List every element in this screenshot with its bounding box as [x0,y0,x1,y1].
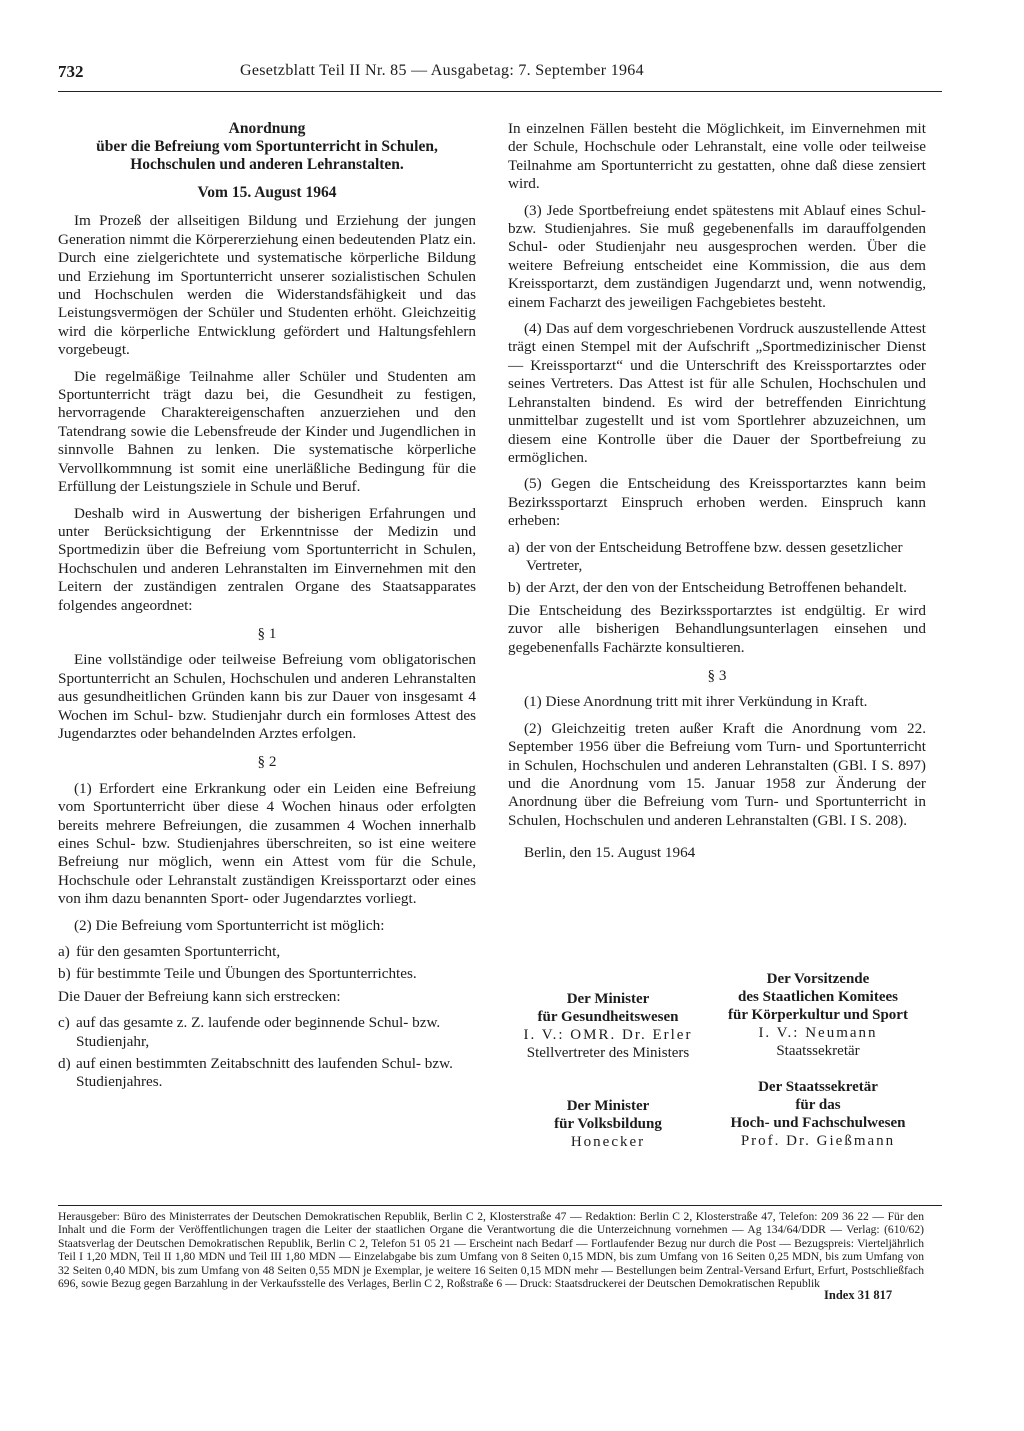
appeal-list [508,539,926,598]
page-number: 732 [58,62,84,81]
section-2-mark: § 2 [257,753,277,771]
signature-education-minister [508,1097,708,1151]
list-item [58,1014,476,1051]
section-2-paragraph-3: Die Dauer der Befreiung kann sich erstrecken: [58,987,341,1005]
signature-role: Der Minister [566,991,650,1007]
section-2-paragraph-6: (5) Gegen die Entscheidung des Kreissportarztes kann beim Bezirkssportarzt Einspruch erhoben werden. Einspruch kann erheben: [508,475,926,530]
list-item [508,539,926,576]
ordinance-title-line2: Hochschulen und anderen Lehranstalten. [130,156,404,173]
signature-role: für Gesundheitswesen [537,1009,679,1025]
ordinance-title-line1: über die Befreiung vom Sportunterricht in Schulen, [96,138,438,155]
signature-title: Staatssekretär [776,1043,860,1059]
signature-role: Hoch- und Fachschulwesen [730,1115,906,1131]
list-label: a) [58,943,70,961]
signature-role: für Körperkultur und Sport [728,1007,908,1023]
signature-role: Der Staatssekretär [758,1079,878,1095]
list-item [58,1055,476,1092]
list-label: d) [58,1055,71,1073]
imprint-text: Herausgeber: Büro des Ministerrates der Deutschen Demokratischen Republik, Berlin C 2, Klosterstraße 47 — Redaktion: Berlin C 2, Klosterstraße 47, Telefon: 209 36 22 — Für den Inhalt und die Form der Veröffentlichungen tragen die Leiter der staatlichen Organe die Verantwortung die die Unterzeichnung vornehmen — Ag 134/64/DDR — Verlag: (610/62) Staatsverlag der Deutschen Demokratischen Republik, Berlin C 2, Telefon 51 05 21 — Erscheint nach Bedarf — Fortlaufender Bezug nur durch die Post — Bezugspreis: Vierteljährlich Teil I 1,20 MDN, Teil II 1,80 MDN und Teil III 1,80 MDN — Einzelabgabe bis zum Umfang von 8 Seiten 0,15 MDN, bis zum Umfang von 16 Seiten 0,25 MDN, bis zum Umfang von 32 Seiten 0,40 MDN, bis zum Umfang von 48 Seiten 0,55 MDN je Exemplar, je weitere 16 Seiten 0,15 MDN mehr — Bestellungen beim Zentral-Versand Erfurt, Erfurt, Postschließfach 696, sowie Bezug gegen Barzahlung in der Verkaufsstelle des Verlages, Berlin C 2, Roßstraße 6 — Druck: Staatsdruckerei der Deutschen Demokratischen Republik [58,1210,924,1291]
ordinance-date: Vom 15. August 1964 [197,184,337,201]
signature-name: Honecker [570,1134,646,1150]
right-column [508,120,926,863]
list-item [58,965,476,983]
section-2-paragraph-2: (2) Die Befreiung vom Sportunterricht ist möglich: [74,916,385,934]
intro-paragraph-2: Die regelmäßige Teilnahme aller Schüler und Studenten am Sportunterricht trägt dazu bei, die Gesundheit zu festigen, hervorragende Charaktereigenschaften anzuerziehen und den Tatendrang sowie die Lebensfreude der Kinder und Jugendlichen in sinnvolle Bahnen zu lenken. Die systematische körperliche Vervollkommnung ist somit eine unerläßliche Bedingung für die Erfüllung der Leistungsziele in Schule und Beruf. [58,367,476,496]
signature-name: I. V.: OMR. Dr. Erler [523,1027,693,1043]
signature-health-minister [508,990,708,1062]
list-label: b) [508,579,521,597]
signature-role: für das [795,1097,841,1113]
list-text: der Arzt, der den von der Entscheidung Betroffenen behandelt. [526,579,907,597]
signature-name: I. V.: Neumann [758,1025,878,1041]
signature-title: Stellvertreter des Ministers [526,1045,690,1061]
right-paragraph-1: In einzelnen Fällen besteht die Möglichkeit, im Einvernehmen mit der Schule, Hochschule oder Lehranstalt, eine volle oder teilweise Teilnahme am Sportunterricht zu gestatten, ohne daß diese zensiert wird. [508,120,926,193]
ordinance-title [58,120,476,174]
section-2-paragraph-4: (3) Jede Sportbefreiung endet spätestens mit Ablauf eines Schul- bzw. Studienjahres. Sie muß gegebenenfalls im darauffolgenden Schul- oder Studienjahr neu ausgesprochen werden. Über die weitere Befreiung entscheidet eine Kommission, die aus dem Kreissportarzt, dem zuständigen Jugendarzt und, wenn notwendig, einem Facharzt des jeweiligen Fachgebietes besteht. [508,201,926,311]
list-text: für bestimmte Teile und Übungen des Sportunterrichtes. [76,965,417,983]
signature-role: Der Vorsitzende [766,971,870,987]
exemption-scope-list [58,943,476,984]
signature-higher-education [708,1078,928,1150]
signature-role: des Staatlichen Komitees [738,989,898,1005]
list-text: der von der Entscheidung Betroffene bzw. dessen gesetzlicher Vertreter, [526,538,903,574]
section-3-paragraph-2: (2) Gleichzeitig treten außer Kraft die Anordnung vom 22. September 1956 über die Befreiung vom Turn- und Sportunterricht in Schulen, Hochschulen und anderen Lehranstalten (GBl. I S. 897) und die Anordnung vom 15. Januar 1958 zur Änderung der Anordnung über die Befreiung vom Turn- und Sportunterricht in Schulen, Hochschulen und anderen Lehranstalten (GBl. I S. 208). [508,719,926,829]
signature-role: für Volksbildung [554,1116,662,1132]
signature-name: Prof. Dr. Gießmann [740,1133,896,1149]
section-2-paragraph-5: (4) Das auf dem vorgeschriebenen Vordruck auszustellende Attest trägt einen Stempel mit der Aufschrift „Sportmedizinischer Dienst — Kreissportarzt“ und die Unterschrift des Kreissportarztes oder seines Vertreters. Das Attest ist für alle Schulen, Hochschulen und Lehranstalten bindend. Es wird der betreffenden Einrichtung unmittelbar zugestellt und ist vom Sportlehrer abzuzeichnen, um diesem eine Kontrolle über die Dauer der Sportbefreiung zu ermöglichen. [508,320,926,466]
header-rule [58,91,942,92]
imprint-rule [58,1205,942,1206]
left-column [58,120,476,1096]
ordinance-heading: Anordnung [228,120,306,137]
section-3-mark: § 3 [707,666,727,684]
place-and-date: Berlin, den 15. August 1964 [524,844,696,862]
section-2-paragraph-7: Die Entscheidung des Bezirkssportarztes ist endgültig. Er wird zuvor alle bisherigen Behandlungsunterlagen einsehen und gegebenenfalls Fachärzte konsultieren. [508,601,926,656]
list-text: auf einen bestimmten Zeitabschnitt des laufenden Schul- bzw. Studienjahres. [76,1055,453,1091]
signature-sport-committee [708,970,928,1060]
list-label: a) [508,538,520,556]
list-label: c) [58,1014,70,1032]
page-header [58,60,942,86]
intro-paragraph-1: Im Prozeß der allseitigen Bildung und Erziehung der jungen Generation nimmt die Körpererziehung einen bedeutenden Platz ein. Durch eine zielgerichtete und systematische körperliche Bildung und Erziehung im Sportunterricht unserer sozialistischen Schulen und Hochschulen werden die Widerstandsfähigkeit und das Leistungsvermögen der Schüler und Studenten erhöht. Gleichzeitig wird die körperliche Entwicklung gefördert und Haltungsfehlern vorgebeugt. [58,212,476,359]
gazette-title: Gesetzblatt Teil II Nr. 85 — Ausgabetag: 7. September 1964 [240,62,644,79]
section-1-mark: § 1 [257,624,277,642]
section-1-text: Eine vollständige oder teilweise Befreiung vom obligatorischen Sportunterricht an Schulen, Hochschulen und anderen Lehranstalten aus gesundheitlichen Gründen kann bis zur Dauer von insgesamt 4 Wochen im Schul- bzw. Studienjahr durch ein formloses Attest des Jugendarztes oder behandelnden Arztes erfolgen. [58,651,476,742]
index-number: Index 31 817 [824,1288,893,1302]
list-item [508,579,926,597]
signature-role: Der Minister [566,1098,650,1114]
list-label: b) [58,965,71,983]
section-3-paragraph-1: (1) Diese Anordnung tritt mit ihrer Verkündung in Kraft. [524,693,868,711]
list-item [58,943,476,961]
list-text: auf das gesamte z. Z. laufende oder beginnende Schul- bzw. Studienjahr, [76,1014,441,1050]
intro-paragraph-3: Deshalb wird in Auswertung der bisherigen Erfahrungen und unter Berücksichtigung der Erkenntnisse der Medizin und Sportmedizin über die Befreiung vom Sportunterricht in Schulen, Hochschulen und anderen Lehranstalten im Einvernehmen mit den Leitern der zuständigen zentralen Organe des Staatsapparates folgendes angeordnet: [58,504,476,614]
list-text: für den gesamten Sportunterricht, [76,943,281,961]
exemption-duration-list [58,1014,476,1092]
section-2-paragraph-1: (1) Erfordert eine Erkrankung oder ein Leiden eine Befreiung vom Sportunterricht über diese 4 Wochen hinaus oder erfolgten bereits mehrere Befreiungen, die zusammen 4 Wochen innerhalb eines Schul- bzw. Studienjahres überschreiten, so ist eine weitere Befreiung nur möglich, wenn ein Attest vom für die Schule, Hochschule oder Lehranstalt zuständigen Kreissportarzt oder eines von ihm dazu benannten Sport- oder Jugendarztes vorliegt. [58,779,476,908]
